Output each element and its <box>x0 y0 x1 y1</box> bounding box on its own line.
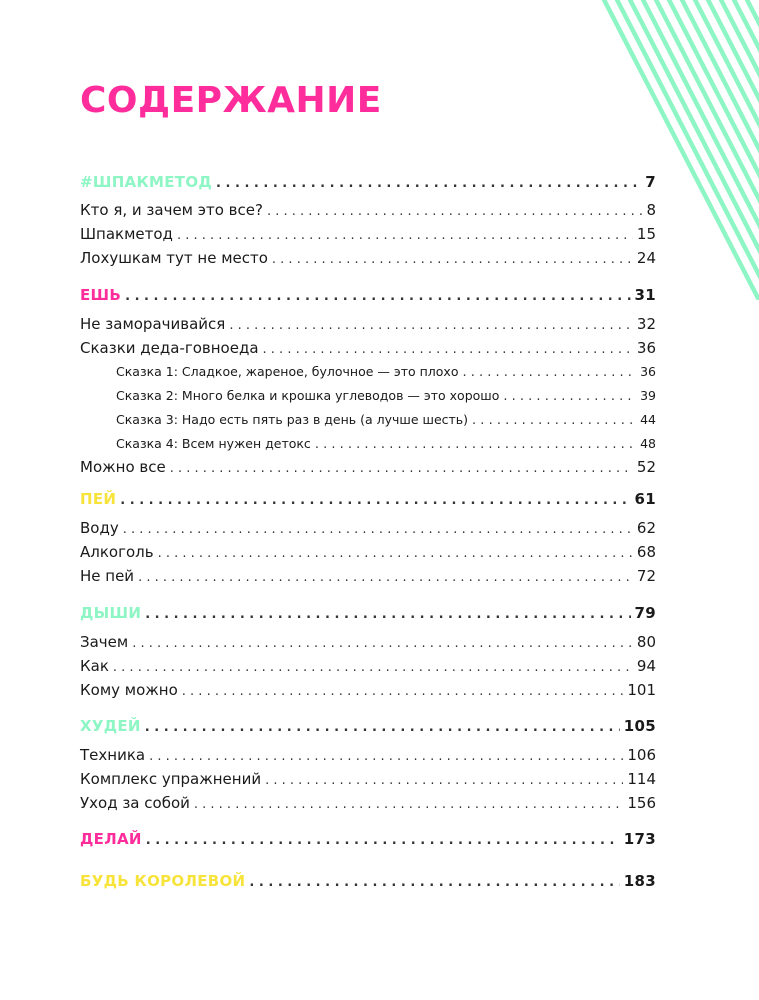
toc-entry-label: ДЕЛАЙ <box>80 830 142 848</box>
toc-entry-label: ХУДЕЙ <box>80 717 141 735</box>
toc-entry-label: Сказки деда-говноеда <box>80 339 259 357</box>
leader-dots <box>138 568 633 588</box>
toc-section-entry <box>80 829 656 851</box>
page-title: СОДЕРЖАНИЕ <box>80 80 382 121</box>
toc-page-number: 24 <box>636 249 656 267</box>
toc-entry-label: ПЕЙ <box>80 490 117 508</box>
toc-entry <box>80 314 656 336</box>
toc-page-number: 106 <box>627 746 656 764</box>
toc-section-entry <box>80 489 656 511</box>
toc-entry <box>80 745 656 767</box>
leader-dots <box>145 718 620 738</box>
leader-dots <box>145 605 630 625</box>
toc-entry-label: Шпакметод <box>80 225 173 243</box>
leader-dots <box>229 316 633 336</box>
toc-entry <box>80 518 656 540</box>
toc-entry-label: Кому можно <box>80 681 178 699</box>
toc-entry-label: #ШПАКМЕТОД <box>80 173 213 191</box>
toc-section-entry <box>80 603 656 625</box>
toc-page-number: 48 <box>640 436 656 451</box>
toc-section-entry <box>80 285 656 307</box>
leader-dots <box>146 831 620 851</box>
toc-entry <box>80 656 656 678</box>
leader-dots <box>113 658 633 678</box>
toc-page-number: 15 <box>636 225 656 243</box>
leader-dots <box>263 340 633 360</box>
leader-dots <box>158 544 633 564</box>
toc-entry-label: Сказка 3: Надо есть пять раз в день (а лучше шесть) <box>116 412 469 427</box>
toc-entry <box>80 680 656 702</box>
toc-entry-label: Лохушкам тут не место <box>80 249 268 267</box>
toc-entry-label: Комплекс упражнений <box>80 770 262 788</box>
toc-page-number: 114 <box>627 770 656 788</box>
toc-page-number: 32 <box>636 315 656 333</box>
leader-dots <box>123 520 633 540</box>
toc-page-number: 183 <box>623 872 656 890</box>
leader-dots <box>120 491 630 511</box>
toc-entry-label: Сказка 2: Много белка и крошка углеводов — это хорошо <box>116 388 500 403</box>
toc-page-number: 80 <box>636 633 656 651</box>
leader-dots <box>177 226 633 246</box>
leader-dots <box>462 363 636 383</box>
toc-entry-label: Алкоголь <box>80 543 154 561</box>
toc-page-number: 94 <box>636 657 656 675</box>
leader-dots <box>267 202 643 222</box>
leader-dots <box>132 634 633 654</box>
toc-entry-label: БУДЬ КОРОЛЕВОЙ <box>80 872 246 890</box>
toc-entry-label: Не пей <box>80 567 135 585</box>
toc-subentry <box>80 386 656 407</box>
toc-entry-label: Сказка 1: Сладкое, жареное, булочное — это плохо <box>116 364 459 379</box>
toc-entry-label: Зачем <box>80 633 129 651</box>
toc-subentry <box>80 434 656 455</box>
toc-entry-label: Не заморачивайся <box>80 315 226 333</box>
toc-page-number: 79 <box>634 604 656 622</box>
leader-dots <box>249 873 619 893</box>
toc-page-number: 39 <box>640 388 656 403</box>
toc-page-number: 8 <box>646 201 656 219</box>
toc-page-number: 173 <box>623 830 656 848</box>
toc-entry-label: Воду <box>80 519 119 537</box>
leader-dots <box>503 387 636 407</box>
leader-dots <box>194 795 623 815</box>
toc-subentry <box>80 410 656 431</box>
toc-page-number: 7 <box>645 173 656 191</box>
toc-page-number: 156 <box>627 794 656 812</box>
leader-dots <box>216 174 641 194</box>
toc-entry <box>80 632 656 654</box>
toc-entry <box>80 248 656 270</box>
toc-page-number: 61 <box>634 490 656 508</box>
toc-page-number: 36 <box>636 339 656 357</box>
leader-dots <box>272 250 633 270</box>
leader-dots <box>125 287 630 307</box>
toc-section-entry <box>80 871 656 893</box>
leader-dots <box>315 435 636 455</box>
toc-entry-label: ЕШЬ <box>80 286 122 304</box>
toc-page-number: 44 <box>640 412 656 427</box>
toc-page-number: 52 <box>636 458 656 476</box>
stripe <box>638 0 759 300</box>
toc-entry <box>80 338 656 360</box>
toc-page-number: 101 <box>627 681 656 699</box>
toc-entry-label: Уход за собой <box>80 794 190 812</box>
toc-entry <box>80 224 656 246</box>
toc-page-number: 62 <box>636 519 656 537</box>
toc-entry <box>80 566 656 588</box>
toc-entry <box>80 200 656 222</box>
toc-entry <box>80 542 656 564</box>
toc-section-entry <box>80 172 656 194</box>
toc-entry-label: ДЫШИ <box>80 604 142 622</box>
toc-entry-label: Кто я, и зачем это все? <box>80 201 263 219</box>
toc-entry <box>80 793 656 815</box>
leader-dots <box>170 459 633 479</box>
leader-dots <box>149 747 623 767</box>
leader-dots <box>472 411 636 431</box>
toc-page-number: 31 <box>634 286 656 304</box>
toc-entry-label: Сказка 4: Всем нужен детокс <box>116 436 311 451</box>
leader-dots <box>182 682 624 702</box>
toc-entry-label: Можно все <box>80 458 166 476</box>
toc-entry <box>80 457 656 479</box>
leader-dots <box>265 771 623 791</box>
toc-subentry <box>80 362 656 383</box>
toc-page-number: 68 <box>636 543 656 561</box>
toc-page-number: 105 <box>623 717 656 735</box>
toc-entry-label: Техника <box>80 746 146 764</box>
toc-page-number: 36 <box>640 364 656 379</box>
toc-page-number: 72 <box>636 567 656 585</box>
toc-entry-label: Как <box>80 657 109 675</box>
toc-entry <box>80 769 656 791</box>
toc-section-entry <box>80 716 656 738</box>
